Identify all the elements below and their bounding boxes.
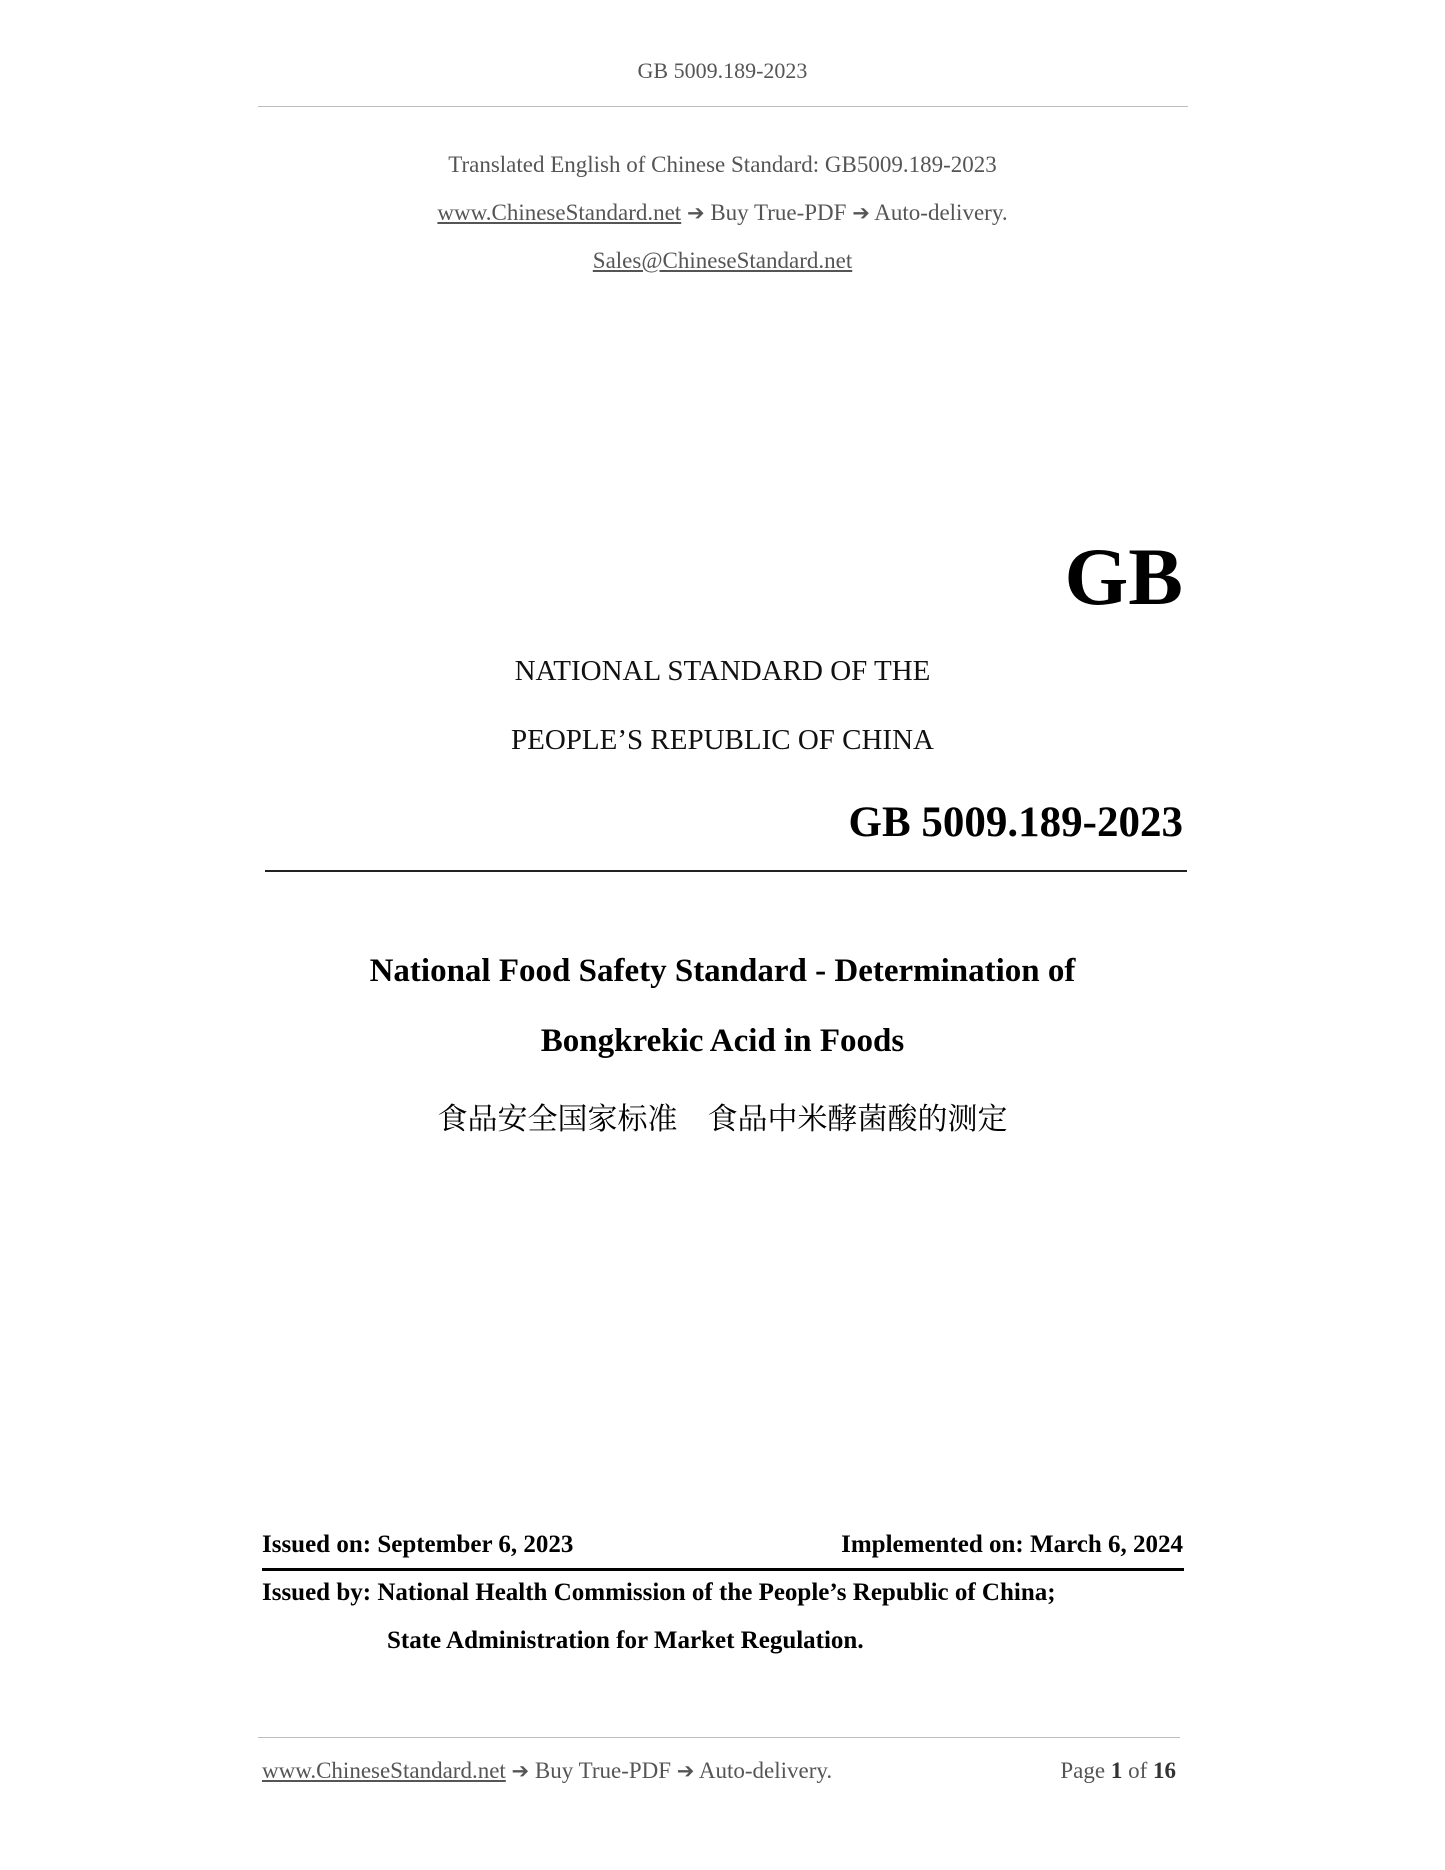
national-standard-line1: NATIONAL STANDARD OF THE bbox=[514, 655, 931, 687]
issued-by-line1: Issued by: National Health Commission of the People’s Republic of China; bbox=[262, 1579, 1056, 1606]
of-word: of bbox=[1128, 1758, 1148, 1783]
purchase-line bbox=[0, 200, 1445, 226]
running-header: GB 5009.189-2023 bbox=[637, 58, 808, 83]
issuance-divider bbox=[262, 1568, 1184, 1571]
email-line bbox=[0, 248, 1445, 274]
document-title-line2: Bongkrekic Acid in Foods bbox=[540, 1023, 905, 1059]
buy-text: Buy True-PDF bbox=[710, 200, 847, 225]
document-title-line1: National Food Safety Standard - Determination of bbox=[369, 953, 1076, 989]
delivery-text: Auto-delivery. bbox=[874, 200, 1008, 225]
standard-code: GB 5009.189-2023 bbox=[848, 799, 1183, 846]
page-word: Page bbox=[1060, 1758, 1106, 1783]
national-standard-line2: PEOPLE’S REPUBLIC OF CHINA bbox=[511, 724, 934, 756]
footer-divider bbox=[258, 1737, 1180, 1738]
translation-notice: Translated English of Chinese Standard: GB5009.189-2023 bbox=[448, 152, 997, 177]
arrow-right-icon: ➔ bbox=[676, 1759, 695, 1783]
arrow-right-icon: ➔ bbox=[511, 1759, 530, 1783]
arrow-right-icon: ➔ bbox=[686, 201, 705, 225]
footer-purchase-line bbox=[262, 1758, 832, 1784]
issued-by-line2: State Administration for Market Regulation. bbox=[387, 1627, 864, 1654]
header-divider bbox=[258, 106, 1188, 107]
issued-on-date: Issued on: September 6, 2023 bbox=[262, 1531, 574, 1558]
page-total: 16 bbox=[1153, 1758, 1176, 1783]
email-link[interactable]: Sales@ChineseStandard.net bbox=[592, 248, 853, 273]
footer-site-link[interactable]: www.ChineseStandard.net bbox=[262, 1758, 506, 1783]
footer-delivery-text: Auto-delivery. bbox=[698, 1758, 833, 1783]
site-link[interactable]: www.ChineseStandard.net bbox=[437, 200, 682, 225]
arrow-right-icon: ➔ bbox=[852, 201, 870, 225]
page-current: 1 bbox=[1110, 1758, 1123, 1783]
footer-buy-text: Buy True-PDF bbox=[534, 1758, 672, 1783]
code-divider bbox=[265, 870, 1187, 872]
gb-mark: GB bbox=[1064, 531, 1183, 622]
document-title-chinese: 食品安全国家标准 食品中米酵菌酸的测定 bbox=[437, 1102, 1008, 1137]
implemented-on-date: Implemented on: March 6, 2024 bbox=[841, 1531, 1183, 1558]
page-indicator bbox=[1060, 1758, 1176, 1784]
